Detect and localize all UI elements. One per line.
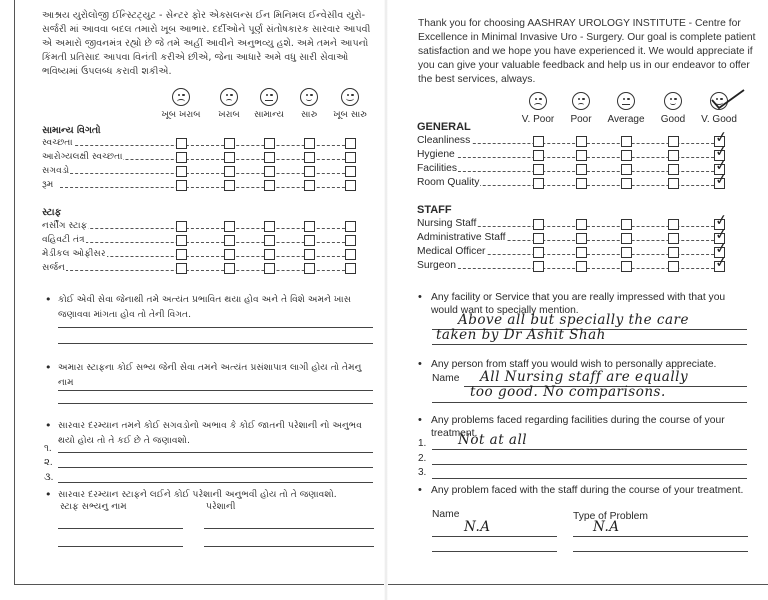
rating-checkbox[interactable] xyxy=(713,252,729,272)
rating-checkbox[interactable] xyxy=(345,152,356,163)
question-text: કોઈ એવી સેવા જેનાથી તમે અત્યંત પ્રભાવિત થયા હોવ અને તે વિશે અમને ખાસ જણાવવા માંગતા હોવ તો તેની વિગત. xyxy=(58,294,352,320)
rating-checkbox[interactable] xyxy=(713,169,729,189)
answer-line[interactable] xyxy=(432,464,747,465)
rating-checkbox[interactable] xyxy=(224,263,235,274)
answer-line[interactable] xyxy=(58,403,373,404)
row-label: Nursing Staff xyxy=(417,218,477,229)
rating-checkbox[interactable] xyxy=(176,180,187,191)
rating-checkbox[interactable] xyxy=(621,136,632,147)
rating-checkbox[interactable] xyxy=(345,180,356,191)
rating-row xyxy=(42,180,364,192)
staff-name-label: સ્ટાફ સભ્યનુ નામ xyxy=(60,501,127,512)
rating-checkbox[interactable] xyxy=(668,219,679,230)
answer-line[interactable] xyxy=(58,390,373,391)
handwritten-answer: N.A xyxy=(593,519,620,535)
rating-checkbox[interactable] xyxy=(533,247,544,258)
rating-checkbox[interactable] xyxy=(668,164,679,175)
rating-checkbox[interactable] xyxy=(176,235,187,246)
question-3: • સારવાર દરમ્યાન તમને કોઈ સગવડોનો અભાવ કે કોઈ જાતની પરેશાની નો અનુભવ થયો હોય તો તે કઈ છે તે જણાવશો. xyxy=(45,419,362,446)
answer-line[interactable] xyxy=(204,528,374,529)
sad-face-icon xyxy=(572,92,590,110)
handwritten-check-icon xyxy=(710,88,746,114)
check-mark-icon: ✓ xyxy=(713,224,729,244)
rating-checkbox[interactable] xyxy=(668,178,679,189)
rating-checkbox[interactable] xyxy=(304,166,315,177)
rating-checkbox[interactable] xyxy=(345,249,356,260)
rating-checkbox[interactable] xyxy=(533,136,544,147)
rating-label: Good xyxy=(660,114,686,125)
rating-row xyxy=(42,249,364,261)
smile-face-icon xyxy=(664,92,682,110)
item-number: 2. xyxy=(418,453,427,464)
answer-line[interactable] xyxy=(58,482,373,483)
row-label: Room Quality xyxy=(417,177,480,188)
rating-checkbox[interactable] xyxy=(576,164,587,175)
english-page xyxy=(388,0,768,600)
rating-checkbox[interactable] xyxy=(224,221,235,232)
rating-checkbox[interactable] xyxy=(533,219,544,230)
rating-row xyxy=(42,138,364,150)
rating-checkbox[interactable] xyxy=(668,150,679,161)
very-sad-face-icon xyxy=(172,88,190,106)
row-label: Surgeon xyxy=(417,260,456,271)
question-1: • Any facility or Service that you are really impressed with that you would want to specially mention. xyxy=(418,291,726,316)
row-label: સ્વચ્છતા xyxy=(42,137,73,148)
rating-checkbox[interactable] xyxy=(576,150,587,161)
general-title: સામાન્ય વિગતો xyxy=(42,125,101,136)
problem-type-label: Type of Problem xyxy=(573,511,648,522)
big-smile-face-icon xyxy=(341,88,359,106)
rating-checkbox[interactable] xyxy=(264,221,275,232)
check-mark-icon: ✓ xyxy=(713,141,729,161)
answer-line[interactable] xyxy=(432,536,557,537)
rating-checkbox[interactable] xyxy=(621,233,632,244)
rating-checkbox[interactable] xyxy=(304,263,315,274)
question-3: • Any problems faced regarding facilities during the course of your treatment. xyxy=(418,414,725,439)
answer-line[interactable] xyxy=(58,343,373,344)
rating-checkbox[interactable] xyxy=(576,178,587,189)
rating-checkbox[interactable] xyxy=(264,235,275,246)
rating-checkbox[interactable] xyxy=(176,263,187,274)
rating-checkbox[interactable] xyxy=(621,219,632,230)
item-number: 3. xyxy=(418,467,427,478)
handwritten-answer: N.A xyxy=(464,519,491,535)
answer-line[interactable] xyxy=(573,551,748,552)
rating-checkbox[interactable] xyxy=(576,219,587,230)
row-label: વહિવટી તંત્ર xyxy=(42,234,85,245)
rating-checkbox[interactable] xyxy=(533,178,544,189)
check-mark-icon: ✓ xyxy=(713,127,729,147)
rating-row xyxy=(42,166,364,178)
question-2: • અમારા સ્ટાફના કોઈ સભ્ય જેની સેવા તમને અત્યંત પ્રસંશાપાત્ર લાગી હોય તો તેમનુ નામ xyxy=(45,361,362,388)
answer-line[interactable] xyxy=(58,546,183,547)
rating-checkbox[interactable] xyxy=(668,247,679,258)
rating-checkbox[interactable] xyxy=(621,178,632,189)
row-label: Cleanliness xyxy=(417,135,471,146)
check-mark-icon: ✓ xyxy=(713,238,729,258)
rating-label: Average xyxy=(607,114,645,125)
rating-checkbox[interactable] xyxy=(264,166,275,177)
rating-label: V. Poor xyxy=(521,114,555,125)
problem-label: પરેશાની xyxy=(206,501,236,512)
answer-line[interactable] xyxy=(432,344,747,345)
rating-label: V. Good xyxy=(701,114,737,125)
question-text: Any person from staff you would wish to personally appreciate. xyxy=(431,359,717,370)
handwritten-answer: Above all but specially the care xyxy=(458,312,689,328)
check-mark-icon: ✓ xyxy=(713,252,729,272)
rating-row xyxy=(417,169,733,190)
rating-checkbox[interactable] xyxy=(264,138,275,149)
rating-row xyxy=(417,238,733,259)
question-1: • કોઈ એવી સેવા જેનાથી તમે અત્યંત પ્રભાવિત થયા હોવ અને તે વિશે અમને ખાસ જણાવવા માંગતા હોવ તો તેની વિગત. xyxy=(45,293,352,320)
rating-label: ખૂબ સારુ xyxy=(333,110,367,120)
rating-checkbox[interactable] xyxy=(304,249,315,260)
answer-line[interactable] xyxy=(58,452,373,453)
check-mark-icon: ✓ xyxy=(713,169,729,189)
answer-line[interactable] xyxy=(432,402,747,403)
rating-checkbox[interactable] xyxy=(264,263,275,274)
rating-row xyxy=(417,224,733,245)
rating-checkbox[interactable] xyxy=(264,180,275,191)
staff-title: સ્ટાફ xyxy=(42,207,62,218)
answer-line[interactable] xyxy=(432,449,747,450)
rating-checkbox[interactable] xyxy=(176,138,187,149)
rating-checkbox[interactable] xyxy=(621,261,632,272)
rating-checkbox[interactable] xyxy=(576,247,587,258)
answer-line[interactable] xyxy=(432,551,557,552)
rating-checkbox[interactable] xyxy=(304,152,315,163)
rating-row xyxy=(417,252,733,273)
rating-checkbox[interactable] xyxy=(224,166,235,177)
rating-checkbox[interactable] xyxy=(668,233,679,244)
rating-checkbox[interactable] xyxy=(176,249,187,260)
rating-checkbox[interactable] xyxy=(668,136,679,147)
item-number: ૨. xyxy=(44,457,53,468)
rating-label: સારુ xyxy=(300,110,318,120)
question-text: સારવાર દરમ્યાન સ્ટાફને લઈને કોઈ પરેશાની અનુભવી હોય તો તે જણાવશો. xyxy=(58,489,337,500)
question-text: સારવાર દરમ્યાન તમને કોઈ સગવડોનો અભાવ કે કોઈ જાતની પરેશાની નો અનુભવ થયો હોય તો તે કઈ છે તે જણાવશો. xyxy=(58,420,362,446)
handwritten-answer: All Nursing staff are equally xyxy=(480,369,689,385)
rating-row xyxy=(42,221,364,233)
rating-checkbox[interactable] xyxy=(224,180,235,191)
rating-row xyxy=(42,263,364,275)
rating-row xyxy=(42,152,364,164)
rating-checkbox[interactable] xyxy=(304,180,315,191)
question-text: Any problem faced with the staff during the course of your treatment. xyxy=(431,485,744,496)
question-4: • Any problem faced with the staff during the course of your treatment. xyxy=(418,484,744,496)
rating-checkbox[interactable] xyxy=(264,249,275,260)
rating-checkbox[interactable] xyxy=(621,150,632,161)
rating-checkbox[interactable] xyxy=(533,233,544,244)
item-number: ૩. xyxy=(44,472,54,483)
rating-checkbox[interactable] xyxy=(224,249,235,260)
rating-label: ખૂબ ખરાબ xyxy=(161,110,201,120)
rating-checkbox[interactable] xyxy=(668,261,679,272)
rating-checkbox[interactable] xyxy=(264,152,275,163)
row-label: રૂમ xyxy=(42,179,54,190)
rating-checkbox[interactable] xyxy=(345,166,356,177)
rating-row xyxy=(417,155,733,176)
rating-checkbox[interactable] xyxy=(304,221,315,232)
question-2: • Any person from staff you would wish to personally appreciate. xyxy=(418,358,717,370)
row-label: Facilities xyxy=(417,163,458,174)
rating-checkbox[interactable] xyxy=(176,221,187,232)
answer-line[interactable] xyxy=(432,478,747,479)
rating-checkbox[interactable] xyxy=(176,152,187,163)
rating-checkbox[interactable] xyxy=(224,235,235,246)
answer-line[interactable] xyxy=(204,546,374,547)
staff-title: STAFF xyxy=(417,204,452,216)
row-label: આરોગ્યલક્ષી સ્વચ્છતા xyxy=(42,151,123,162)
rating-checkbox[interactable] xyxy=(345,138,356,149)
item-number: ૧. xyxy=(44,443,52,454)
rating-checkbox[interactable] xyxy=(621,164,632,175)
row-label: Hygiene xyxy=(417,149,455,160)
check-mark-icon: ✓ xyxy=(713,155,729,175)
name-label: Name xyxy=(432,373,460,384)
rating-checkbox[interactable] xyxy=(621,247,632,258)
answer-line[interactable] xyxy=(58,528,183,529)
smile-face-icon xyxy=(300,88,318,106)
rating-row xyxy=(42,235,364,247)
handwritten-answer: Not at all xyxy=(458,432,528,448)
rating-checkbox[interactable] xyxy=(345,235,356,246)
handwritten-answer: too good. No comparisons. xyxy=(470,384,666,400)
rating-label: ખરાબ xyxy=(218,110,240,120)
answer-line[interactable] xyxy=(58,467,373,468)
rating-checkbox[interactable] xyxy=(224,152,235,163)
rating-checkbox[interactable] xyxy=(576,261,587,272)
rating-label: સામાન્ય xyxy=(254,110,284,120)
question-text: અમારા સ્ટાફના કોઈ સભ્ય જેની સેવા તમને અત્યંત પ્રસંશાપાત્ર લાગી હોય તો તેમનુ નામ xyxy=(58,362,362,388)
handwritten-answer: taken by Dr Ashit Shah xyxy=(436,327,606,343)
answer-line[interactable] xyxy=(573,536,748,537)
item-number: 1. xyxy=(418,438,427,449)
row-label: Administrative Staff xyxy=(417,232,506,243)
rating-checkbox[interactable] xyxy=(304,138,315,149)
rating-checkbox[interactable] xyxy=(345,221,356,232)
rating-row xyxy=(417,141,733,162)
check-mark-icon: ✓ xyxy=(713,210,729,230)
general-title: GENERAL xyxy=(417,121,471,133)
intro-text: Thank you for choosing AASHRAY UROLOGY INSTITUTE - Centre for Excellence in Minimal Invasive Uro - Surgery. Our goal is complete patient satisfaction and we hope you have experienced it. We would appreciate if you can give your valuable feedback and help us in our endeavor to offer the best services, always. xyxy=(418,18,756,85)
rating-checkbox[interactable] xyxy=(345,263,356,274)
rating-checkbox[interactable] xyxy=(533,150,544,161)
row-label: Medical Officer xyxy=(417,246,486,257)
neutral-face-icon xyxy=(260,88,278,106)
row-label: સગવડો xyxy=(42,165,70,176)
question-text: Any facility or Service that you are really impressed with that you would want to specially mention. xyxy=(431,292,726,316)
row-label: નર્સીંગ સ્ટાફ xyxy=(42,220,88,231)
question-4: • સારવાર દરમ્યાન સ્ટાફને લઈને કોઈ પરેશાની અનુભવી હોય તો તે જણાવશો. xyxy=(45,488,337,501)
sad-face-icon xyxy=(220,88,238,106)
rating-checkbox[interactable] xyxy=(533,261,544,272)
rating-checkbox[interactable] xyxy=(304,235,315,246)
rating-very-good xyxy=(320,88,380,120)
answer-line[interactable] xyxy=(58,327,373,328)
rating-checkbox[interactable] xyxy=(224,138,235,149)
intro-text: આશ્રય યુરોલોજી ઈન્સ્ટિટ્યુટ - સેન્ટર ફોર એક્સલન્સ ઈન મિનિમલ ઈન્વેસીવ યુરો-સર્જરી માં આવવા બદલ તમારો ખૂબ આભાર. દર્દીઓને પૂર્ણ સંતોષકારક સારવાર આપવી એ અમારો જીવનમંત્ર રહ્યો છે જે તમે અહીં આવીને અનુભવ્યુ હશે. અમે તમને આપનો કિંમતી પ્રતિસાદ આપવા વિનંતી કરીએ છીએ, જેના આધારે અમે વધુ સારી સેવાઓ ભવિષ્યમાં ઉપલબ્ધ કરાવી શકીએ. xyxy=(42,10,371,77)
rating-label: Poor xyxy=(570,114,592,125)
rating-checkbox[interactable] xyxy=(576,136,587,147)
row-label: મેડીકલ ઓફીસર xyxy=(42,248,106,259)
rating-row xyxy=(417,210,733,231)
very-sad-face-icon xyxy=(529,92,547,110)
rating-checkbox[interactable] xyxy=(576,233,587,244)
question-text: Any problems faced regarding facilities during the course of your treatment. xyxy=(431,415,725,439)
rating-checkbox[interactable] xyxy=(533,164,544,175)
name-label: Name xyxy=(432,509,460,520)
row-label: સર્જન xyxy=(42,262,65,273)
rating-checkbox[interactable] xyxy=(176,166,187,177)
neutral-face-icon xyxy=(617,92,635,110)
